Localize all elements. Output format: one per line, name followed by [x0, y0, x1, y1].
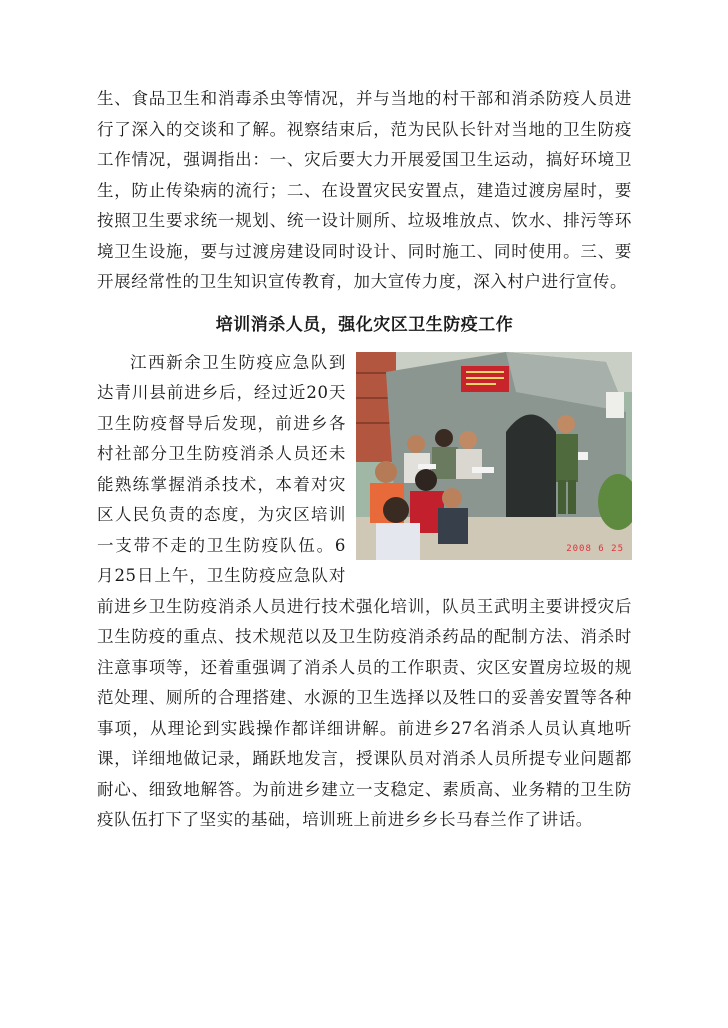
section-heading: 培训消杀人员，强化灾区卫生防疫工作	[215, 314, 514, 335]
document-page	[97, 84, 632, 836]
training-photo	[356, 352, 632, 560]
body-paragraph: 江西新余卫生防疫应急队到达青川县前进乡后，经过近20天卫生防疫督导后发现，前进乡各村社部分卫生防疫消杀人员还未能熟练掌握消杀技术，本着对灾区人民负责的态度，为灾区培训一支带不走的卫生防疫队伍。6月25日上午，卫生防疫应急队对前进乡卫生防疫消杀人员进行技术强化培训，队员王武明主要讲授灾后卫生防疫的重点、技术规范以及卫生防疫消杀药品的配制方法、消杀时注意事项等，还着重强调了消杀人员的工作职责、灾区安置房垃圾的规范处理、厕所的合理搭建、水源的卫生选择以及牲口的妥善安置等各种事项，从理论到实践操作都详细讲解。前进乡27名消杀人员认真地听课，详细地做记录，踊跃地发言，授课队员对消杀人员所提专业问题都耐心、细致地解答。为前进乡建立一支稳定、素质高、业务精的卫生防疫队伍打下了坚实的基础，培训班上前进乡乡长马春兰作了讲话。	[97, 352, 632, 829]
intro-paragraph: 生、食品卫生和消毒杀虫等情况，并与当地的村干部和消杀防疫人员进行了深入的交谈和了解。视察结束后，范为民队长针对当地的卫生防疫工作情况，强调指出：一、灾后要大力开展爱国卫生运动，搞好环境卫生，防止传染病的流行；二、在设置灾民安置点，建造过渡房屋时，要按照卫生要求统一规划、统一设计厕所、垃圾堆放点、饮水、排污等环境卫生设施，要与过渡房建设同时设计、同时施工、同时使用。三、要开展经常性的卫生知识宣传教育，加大宣传力度，深入村户进行宣传。	[97, 89, 632, 291]
photo-date-stamp: 2008 6 25	[566, 543, 624, 554]
